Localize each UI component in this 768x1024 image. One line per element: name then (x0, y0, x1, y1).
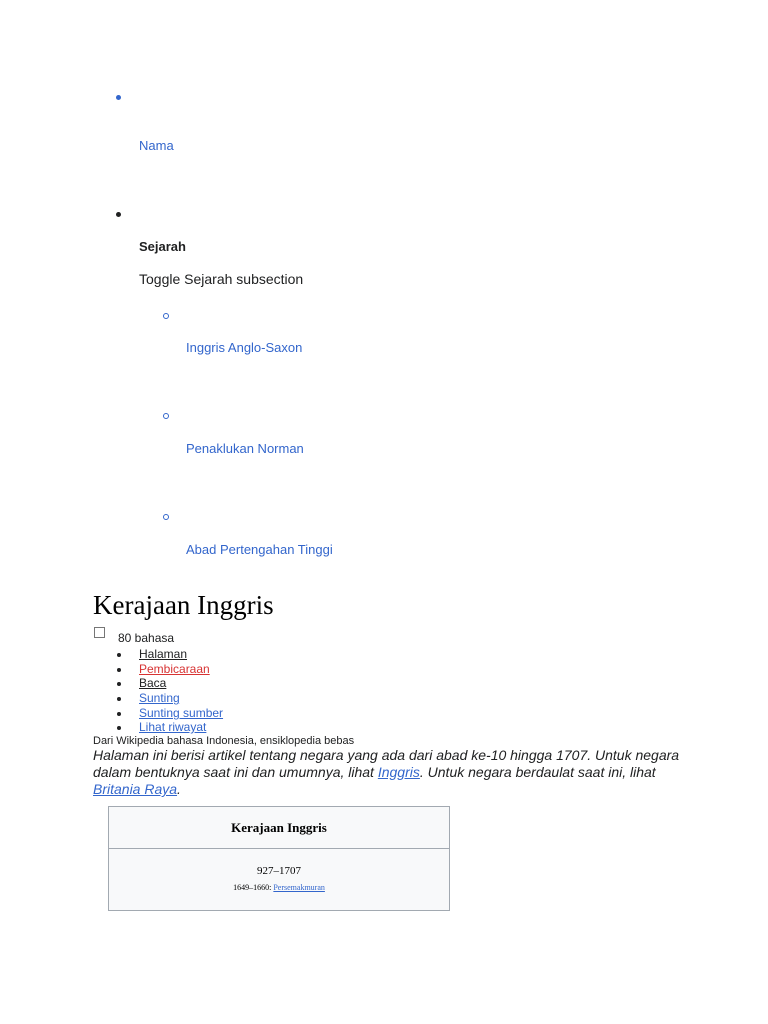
tab-lihat-riwayat-label[interactable]: Lihat riwayat (139, 720, 207, 734)
infobox-link-persemakmuran[interactable]: Persemakmuran (273, 883, 325, 892)
hatnote-text-2: . Untuk negara berdaulat saat ini, lihat (419, 764, 656, 780)
tab-halaman-label[interactable]: Halaman (139, 647, 188, 661)
list-bullet (117, 668, 121, 672)
toc-toggle-sejarah[interactable]: Toggle Sejarah subsection (139, 271, 304, 287)
page-title: Kerajaan Inggris (93, 590, 274, 620)
toc-subbullet (163, 413, 169, 419)
tab-pembicaraan-label[interactable]: Pembicaraan (139, 662, 210, 676)
tab-baca[interactable] (139, 676, 166, 690)
list-bullet (117, 726, 121, 730)
infobox-sub-years: 1649–1660: (233, 883, 274, 892)
tab-sunting[interactable] (139, 691, 180, 705)
language-count[interactable]: 80 bahasa (118, 631, 175, 645)
language-checkbox[interactable] (94, 627, 105, 638)
toc-link-abad-pertengahan[interactable]: Abad Pertengahan Tinggi (186, 542, 333, 557)
hatnote-text-1: Halaman ini berisi artikel tentang negara yang ada dari abad ke-10 hingga 1707. Untuk negara dalam bentuknya saat ini dan umumnya, lihat (93, 747, 680, 780)
hatnote-link-britania-raya[interactable]: Britania Raya (93, 781, 178, 797)
tab-sunting-sumber-label[interactable]: Sunting sumber (139, 706, 224, 720)
site-tagline: Dari Wikipedia bahasa Indonesia, ensiklopedia bebas (93, 735, 355, 747)
toc-subbullet (163, 313, 169, 319)
toc-link-nama[interactable]: Nama (139, 138, 174, 153)
infobox-title: Kerajaan Inggris (109, 807, 449, 849)
tab-baca-label[interactable]: Baca (139, 676, 167, 690)
tab-pembicaraan[interactable] (139, 662, 210, 676)
toc-link-anglo-saxon[interactable]: Inggris Anglo-Saxon (186, 340, 303, 355)
tab-lihat-riwayat[interactable] (139, 720, 206, 734)
hatnote-link-inggris[interactable]: Inggris (377, 764, 420, 780)
toc-bullet (116, 95, 121, 100)
tab-sunting-sumber[interactable] (139, 706, 223, 720)
list-bullet (117, 682, 121, 686)
infobox (108, 806, 450, 911)
infobox-subtitle (109, 883, 449, 892)
tab-halaman[interactable] (139, 647, 187, 661)
list-bullet (117, 697, 121, 701)
toc-heading-sejarah[interactable]: Sejarah (139, 239, 186, 254)
hatnote-text-3: . (177, 781, 181, 797)
tab-sunting-label[interactable]: Sunting (139, 691, 180, 705)
toc-bullet (116, 212, 121, 217)
hatnote (93, 747, 693, 798)
toc-link-penaklukan-norman[interactable]: Penaklukan Norman (186, 441, 304, 456)
list-bullet (117, 653, 121, 657)
toc-subbullet (163, 514, 169, 520)
infobox-years: 927–1707 (257, 865, 301, 877)
list-bullet (117, 712, 121, 716)
